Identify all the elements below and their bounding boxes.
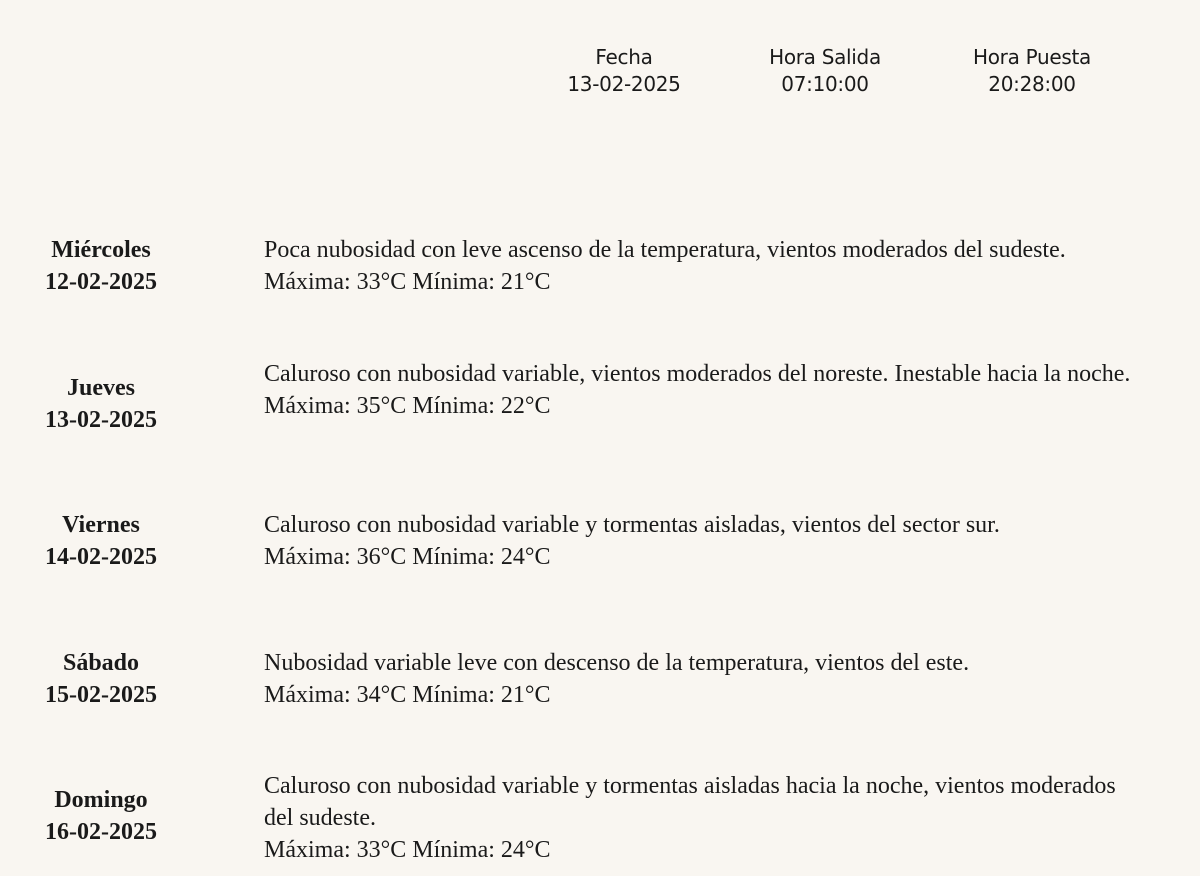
day-date: 14-02-2025 xyxy=(45,544,157,570)
forecast-description: Poca nubosidad con leve ascenso de la temperatura, vientos moderados del sudeste. xyxy=(264,237,1066,263)
day-label xyxy=(0,234,202,298)
day-label xyxy=(0,372,202,436)
day-date: 13-02-2025 xyxy=(45,407,157,433)
day-label xyxy=(0,509,202,573)
day-forecast xyxy=(264,234,1194,298)
day-name: Miércoles xyxy=(51,237,151,263)
hora-salida-column xyxy=(735,44,915,98)
day-name: Sábado xyxy=(62,650,140,676)
hora-salida-value: 07:10:00 xyxy=(781,72,869,96)
day-date: 16-02-2025 xyxy=(45,819,157,845)
hora-salida-label: Hora Salida xyxy=(769,45,881,69)
forecast-temperatures: Máxima: 34°C Mínima: 21°C xyxy=(264,682,551,708)
hora-puesta-value: 20:28:00 xyxy=(988,72,1076,96)
sun-info-header xyxy=(0,44,1200,104)
hora-puesta-column xyxy=(942,44,1122,98)
fecha-label: Fecha xyxy=(595,45,653,69)
day-label xyxy=(0,647,202,711)
forecast-temperatures: Máxima: 35°C Mínima: 22°C xyxy=(264,393,551,419)
day-label xyxy=(0,784,202,848)
day-name: Jueves xyxy=(67,375,135,401)
hora-puesta-label: Hora Puesta xyxy=(972,45,1092,69)
day-forecast xyxy=(264,770,1134,866)
day-date: 12-02-2025 xyxy=(45,269,157,295)
forecast-temperatures: Máxima: 33°C Mínima: 24°C xyxy=(264,837,551,863)
forecast-description: Nubosidad variable leve con descenso de la temperatura, vientos del este. xyxy=(264,650,970,676)
day-name: Viernes xyxy=(62,512,140,538)
forecast-description: Caluroso con nubosidad variable y tormentas aisladas, vientos del sector sur. xyxy=(264,512,1000,538)
forecast-description: Caluroso con nubosidad variable y tormentas aisladas hacia la noche, vientos moderados del sudeste. xyxy=(264,773,1116,831)
forecast-temperatures: Máxima: 33°C Mínima: 21°C xyxy=(264,269,551,295)
day-date: 15-02-2025 xyxy=(45,682,157,708)
fecha-value: 13-02-2025 xyxy=(567,72,681,96)
day-forecast xyxy=(264,647,1194,711)
day-forecast xyxy=(264,358,1194,422)
day-name: Domingo xyxy=(54,787,148,813)
day-forecast xyxy=(264,509,1194,573)
fecha-column xyxy=(534,44,714,98)
forecast-description: Caluroso con nubosidad variable, vientos moderados del noreste. Inestable hacia la noche. xyxy=(264,361,1131,387)
forecast-temperatures: Máxima: 36°C Mínima: 24°C xyxy=(264,544,551,570)
